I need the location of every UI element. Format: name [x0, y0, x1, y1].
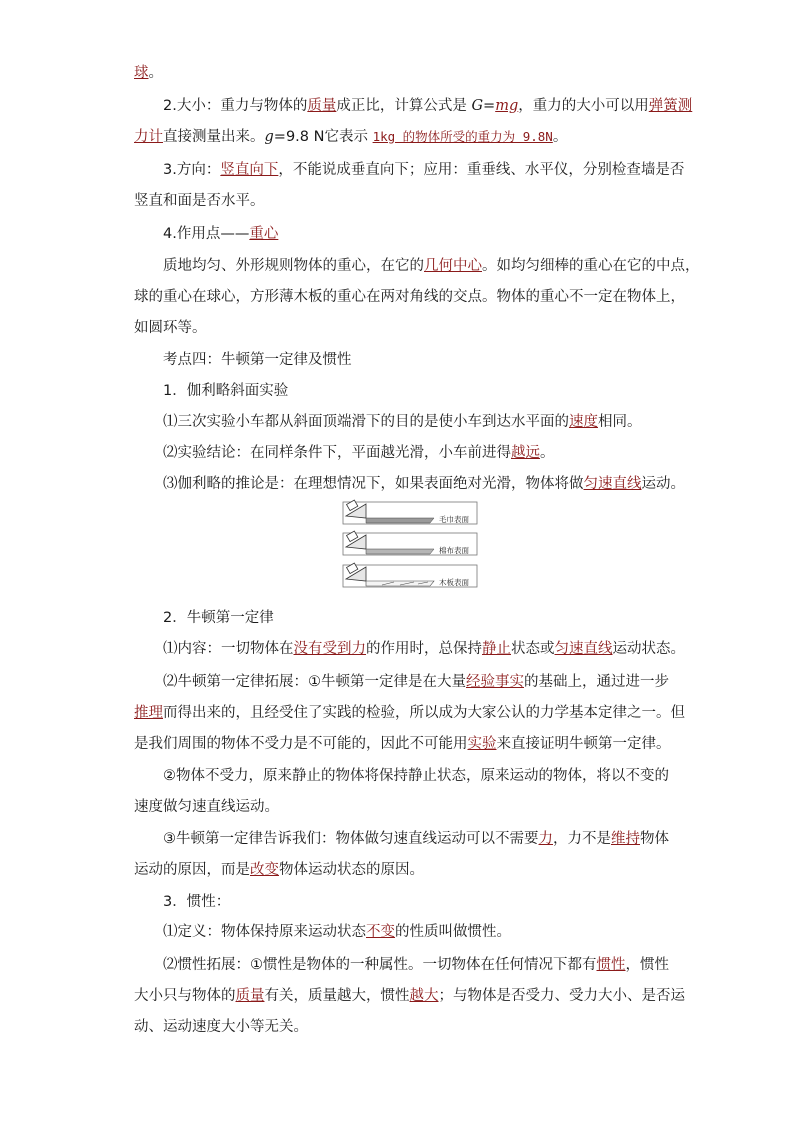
- subsection-heading: 2．牛顿第一定律: [163, 610, 274, 626]
- text-line: 质地均匀、外形规则物体的重心，在它的几何中心。如均匀细棒的重心在它的中点，: [163, 258, 700, 274]
- text-line: 大小只与物体的质量有关，质量越大，惯性越大；与物体是否受力、受力大小、是否运: [134, 988, 685, 1004]
- answer-blank: 球: [134, 65, 149, 81]
- text-line: 运动的原因，而是改变物体运动状态的原因。: [134, 862, 424, 878]
- cotton-surface-panel: [343, 531, 477, 555]
- text-line: ⑵惯性拓展：①惯性是物体的一种属性。一切物体在任何情况下都有惯性，惯性: [163, 957, 669, 973]
- answer-blank: 重心: [249, 226, 279, 242]
- answer-blank: 不变: [366, 924, 395, 940]
- answer-blank: 质量: [307, 98, 337, 114]
- answer-blank: 匀速直线: [583, 476, 642, 492]
- text-line: ②物体不受力，原来静止的物体将保持静止状态，原来运动的物体，将以不变的: [163, 768, 669, 784]
- text-line: ⑴内容：一切物体在没有受到力的作用时，总保持静止状态或匀速直线运动状态。: [163, 641, 685, 657]
- text-line: ⑵实验结论：在同样条件下，平面越光滑，小车前进得越远。: [163, 445, 555, 461]
- answer-blank: 经验事实: [466, 674, 524, 690]
- wood-label: 木板表面: [439, 578, 469, 587]
- answer-blank: 惯性: [596, 957, 626, 973]
- answer-blank: 静止: [482, 641, 511, 657]
- answer-blank: 几何中心: [424, 258, 482, 274]
- cotton-label: 棉布表面: [439, 546, 469, 555]
- text-line: 4.作用点——重心: [163, 226, 279, 242]
- text-line: ⑶伽利略的推论是：在理想情况下，如果表面绝对光滑，物体将做匀速直线运动。: [163, 476, 685, 492]
- answer-blank: 维持: [611, 831, 640, 847]
- text-line: 竖直和面是否水平。: [134, 193, 265, 209]
- text-line: 是我们周围的物体不受力是不可能的，因此不可能用实验来直接证明牛顿第一定律。: [134, 736, 671, 752]
- answer-blank: 没有受到力: [293, 641, 366, 657]
- answer-blank: mg: [495, 98, 519, 114]
- incline-experiment-figure: [342, 494, 478, 598]
- answer-blank: 实验: [467, 736, 497, 752]
- answer-blank: 匀速直线: [554, 641, 613, 657]
- answer-blank: 速度: [569, 414, 598, 430]
- answer-blank: 改变: [250, 862, 279, 878]
- text-line: ⑵牛顿第一定律拓展：①牛顿第一定律是在大量经验事实的基础上，通过进一步: [163, 674, 669, 690]
- text-line: 力计直接测量出来。g=9.8 N它表示 1kg 的物体所受的重力为 9.8N。: [134, 129, 568, 145]
- section-heading: 考点四：牛顿第一定律及惯性: [163, 352, 352, 368]
- text-line: 动、运动速度大小等无关。: [134, 1019, 308, 1035]
- answer-blank: 弹簧测: [648, 98, 693, 114]
- text-line: 速度做匀速直线运动。: [134, 799, 279, 815]
- answer-blank: 质量: [235, 988, 265, 1004]
- answer-blank: 力计: [134, 129, 163, 145]
- subsection-heading: 1．伽利略斜面实验: [163, 383, 289, 399]
- text-line: 2.大小：重力与物体的质量成正比，计算公式是 G=mg，重力的大小可以用弹簧测: [163, 98, 693, 114]
- answer-blank: 力: [538, 831, 553, 847]
- answer-blank: 越大: [409, 988, 439, 1004]
- answer-blank: 1kg 的物体所受的重力为 9.8N: [372, 129, 553, 144]
- text-line: 如圆环等。: [134, 320, 207, 336]
- text-line: 球。: [134, 65, 163, 81]
- towel-surface-panel: [343, 500, 477, 524]
- text-line: 3.方向：竖直向下，不能说成垂直向下；应用：重垂线、水平仪，分别检查墙是否: [163, 162, 685, 178]
- text-line: ③牛顿第一定律告诉我们：物体做匀速直线运动可以不需要力，力不是维持物体: [163, 831, 669, 847]
- text-line: ⑴三次实验小车都从斜面顶端滑下的目的是使小车到达水平面的速度相同。: [163, 414, 642, 430]
- text-line: 推理而得出来的，且经受住了实践的检验，所以成为大家公认的力学基本定律之一。但: [134, 705, 685, 721]
- answer-blank: 竖直向下: [220, 162, 279, 178]
- answer-blank: 推理: [134, 705, 163, 721]
- towel-label: 毛巾表面: [439, 515, 469, 524]
- wood-surface-panel: [343, 563, 477, 587]
- text-line: 球的重心在球心，方形薄木板的重心在两对角线的交点。物体的重心不一定在物体上，: [134, 289, 685, 305]
- subsection-heading: 3．惯性：: [163, 894, 231, 910]
- answer-blank: 越远: [511, 445, 540, 461]
- text-line: ⑴定义：物体保持原来运动状态不变的性质叫做惯性。: [163, 924, 511, 940]
